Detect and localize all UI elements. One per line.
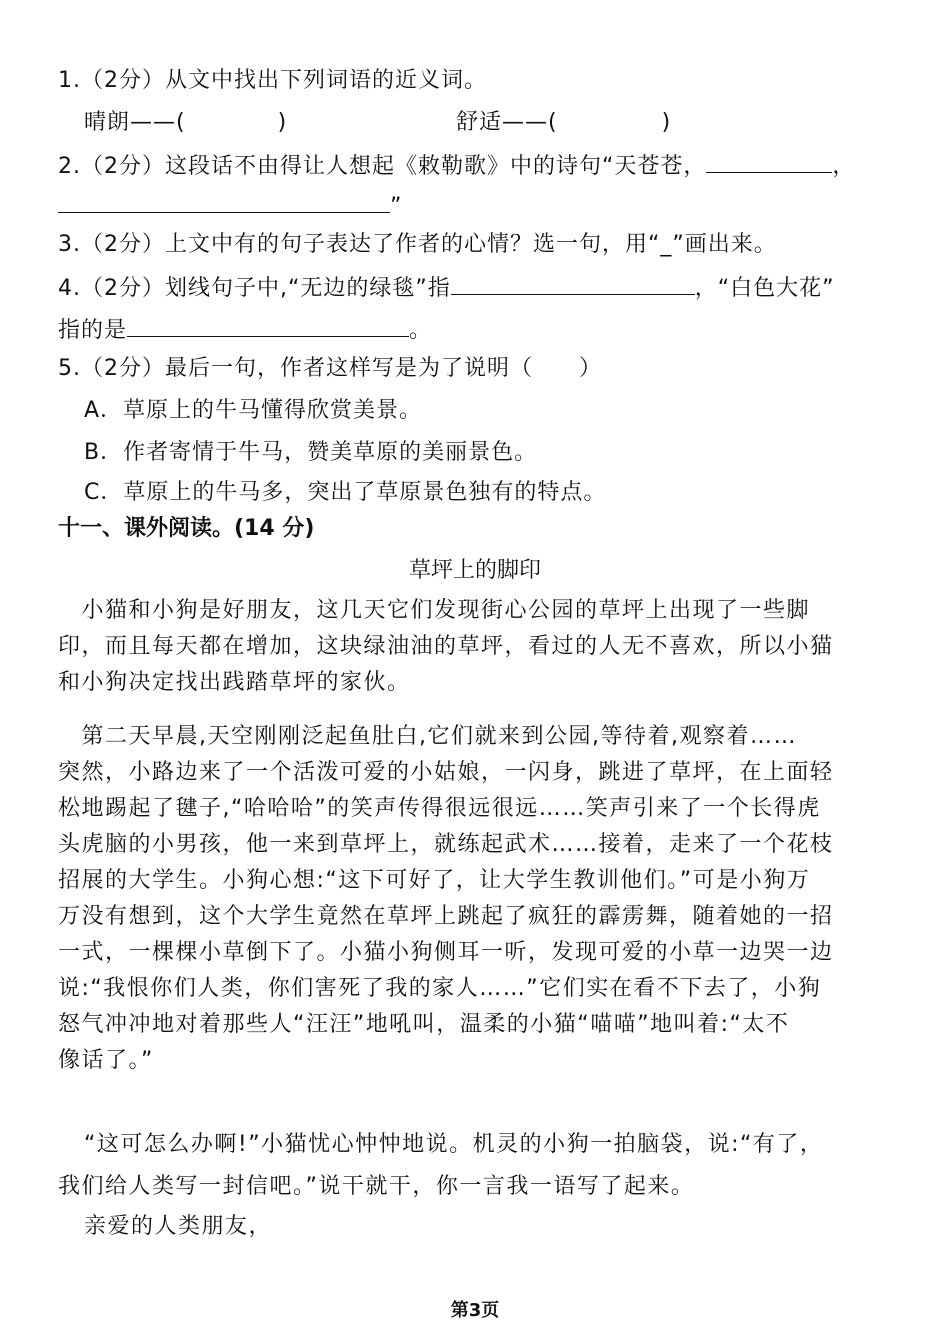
story-paragraph-1 [58,596,898,704]
story-paragraph-3-cont [58,1172,898,1208]
question-1: 1.（2分）从文中找出下列词语的近义词。 [58,68,487,93]
paragraph-line: 第二天早晨,天空刚刚泛起鱼肚白,它们就来到公园,等待着,观察着…… [58,724,797,749]
story-paragraph-3 [84,1130,924,1166]
q1-item1-label: 晴朗——( [84,110,186,135]
paragraph-line: 怒气冲冲地对着那些人“汪汪”地吼叫，温柔的小猫“喵喵”地叫着:“太不 [58,1012,790,1037]
story-paragraph-4 [84,1212,924,1248]
paragraph-line: 招展的大学生。小狗心想:“这下可好了，让大学生教训他们。”可是小狗万 [58,868,811,893]
q1-item1-close: ) [277,110,288,135]
q2-quote-end: ” [390,194,403,219]
paragraph-line: 头虎脑的小男孩，他一来到草坪上，就练起武术……接着，走来了一个花枝 [58,832,834,857]
story-title: 草坪上的脚印 [408,558,541,583]
paragraph-line: 万没有想到，这个大学生竟然在草坪上跳起了疯狂的霹雳舞，随着她的一招 [58,904,834,929]
q1-item2-close: ) [661,110,672,135]
q2-comma: ， [832,154,856,179]
story-paragraph-2 [58,722,898,1082]
paragraph-line: “这可怎么办啊!”小猫忧心忡忡地说。机灵的小狗一拍脑袋，说:“有了， [84,1132,824,1157]
question-1-item-1 [84,108,287,138]
question-4-line-2 [58,314,432,346]
question-2 [58,150,855,182]
q1-item2-label: 舒适——( [456,110,558,135]
q4-blank-2[interactable] [127,314,409,337]
question-1-item-2 [456,108,671,138]
paragraph-line: 和小狗决定找出践踏草坪的家伙。 [58,670,411,695]
q4-text: 4.（2分）划线句子中,“无边的绿毯”指 [58,276,451,301]
q4-blank-1[interactable] [451,272,695,295]
paragraph-line: 我们给人类写一封信吧。”说干就干，你一言我一语写了起来。 [58,1174,695,1199]
paragraph-line: 突然，小路边来了一个活泼可爱的小姑娘，一闪身，跳进了草坪，在上面轻 [58,760,834,785]
q5-option-b[interactable]: B．作者寄情于牛马，赞美草原的美丽景色。 [84,440,538,465]
q5-option-c[interactable]: C．草原上的牛马多，突出了草原景色独有的特点。 [84,480,607,505]
paragraph-line: 亲爱的人类朋友， [84,1214,273,1239]
paragraph-line: 小猫和小狗是好朋友，这几天它们发现街心公园的草坪上出现了一些脚 [58,598,811,623]
page-number: 第3页 [450,1300,500,1321]
section-heading: 十一、课外阅读。(14 分) [58,516,315,541]
paragraph-line: 说:“我恨你们人类，你们害死了我的家人……”它们实在看不下去了，小狗 [58,976,822,1001]
question-2-line-2 [58,190,402,222]
q4-mid: ，“白色大花” [694,276,835,301]
question-3: 3.（2分）上文中有的句子表达了作者的心情？选一句，用“_”画出来。 [58,232,777,257]
q2-text: 2.（2分）这段话不由得让人想起《敕勒歌》中的诗句“天苍苍， [58,154,707,179]
q4-line2-end: 。 [409,318,433,343]
question-5: 5.（2分）最后一句，作者这样写是为了说明（ ） [58,356,602,381]
paragraph-line: 像话了。” [58,1048,154,1073]
q2-blank-2[interactable] [58,190,390,213]
paragraph-line: 一式，一棵棵小草倒下了。小猫小狗侧耳一听，发现可爱的小草一边哭一边 [58,940,834,965]
q2-blank-1[interactable] [706,150,832,173]
q5-option-a[interactable]: A．草原上的牛马懂得欣赏美景。 [84,398,423,423]
paragraph-line: 松地踢起了毽子,“哈哈哈”的笑声传得很远很远……笑声引来了一个长得虎 [58,796,821,821]
q4-line2-start: 指的是 [58,318,128,343]
question-4 [58,272,835,304]
paragraph-line: 印，而且每天都在增加，这块绿油油的草坪，看过的人无不喜欢，所以小猫 [58,634,834,659]
